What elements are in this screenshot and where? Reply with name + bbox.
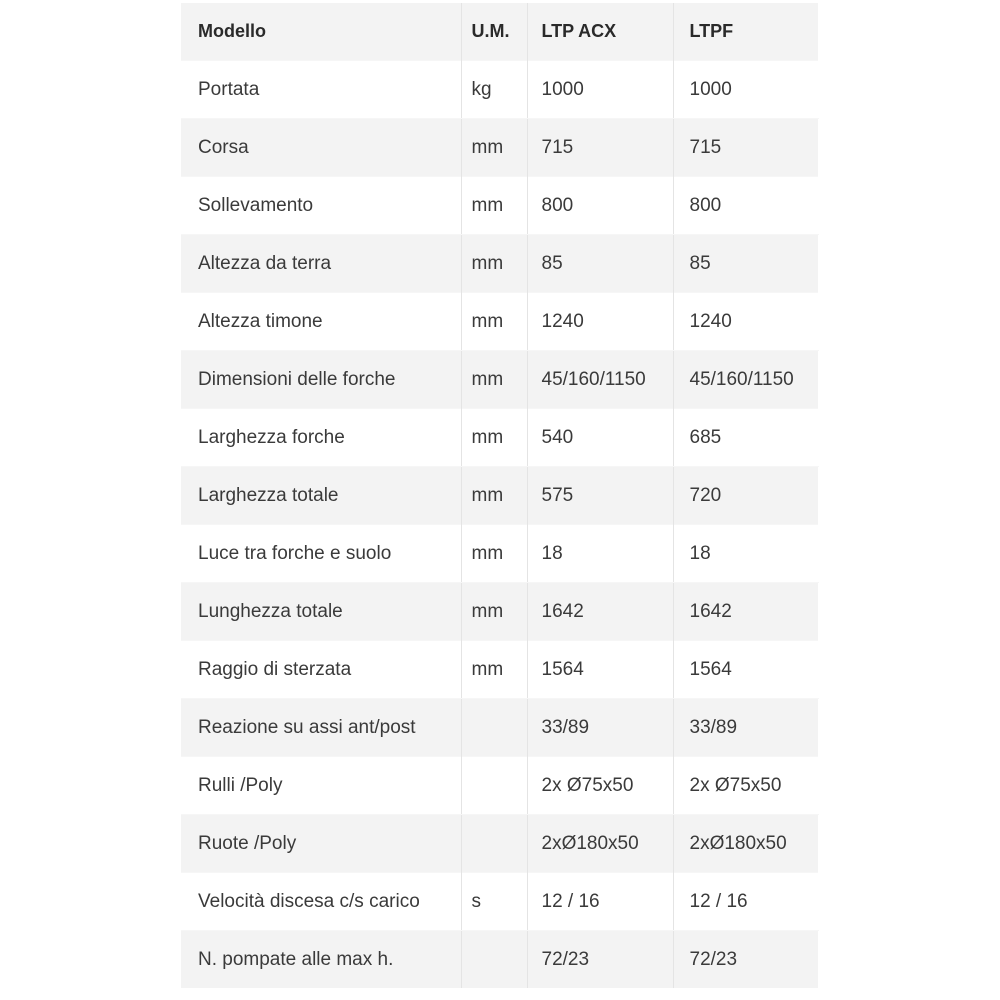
row-unit: mm	[461, 119, 527, 177]
row-ltp-acx-value: 1564	[527, 641, 673, 699]
row-label: Altezza timone	[181, 293, 461, 351]
row-label: Velocità discesa c/s carico	[181, 873, 461, 931]
row-ltpf-value: 720	[673, 467, 818, 525]
row-label: Dimensioni delle forche	[181, 351, 461, 409]
table-row	[181, 641, 818, 699]
table-row	[181, 525, 818, 583]
table-row	[181, 351, 818, 409]
row-ltpf-value: 800	[673, 177, 818, 235]
row-unit	[461, 815, 527, 873]
row-unit	[461, 699, 527, 757]
row-ltp-acx-value: 2xØ180x50	[527, 815, 673, 873]
header-ltp-acx: LTP ACX	[527, 3, 673, 61]
row-unit	[461, 757, 527, 815]
row-ltpf-value: 2xØ180x50	[673, 815, 818, 873]
row-ltpf-value: 18	[673, 525, 818, 583]
row-ltpf-value: 45/160/1150	[673, 351, 818, 409]
row-ltpf-value: 12 / 16	[673, 873, 818, 931]
row-label: Rulli /Poly	[181, 757, 461, 815]
row-ltp-acx-value: 45/160/1150	[527, 351, 673, 409]
row-ltp-acx-value: 12 / 16	[527, 873, 673, 931]
row-label: Larghezza totale	[181, 467, 461, 525]
row-ltp-acx-value: 33/89	[527, 699, 673, 757]
row-label: Reazione su assi ant/post	[181, 699, 461, 757]
table-row	[181, 409, 818, 467]
row-ltpf-value: 1564	[673, 641, 818, 699]
row-label: Lunghezza totale	[181, 583, 461, 641]
row-unit: mm	[461, 409, 527, 467]
row-unit: mm	[461, 351, 527, 409]
spec-table-container	[181, 3, 818, 988]
row-unit: s	[461, 873, 527, 931]
row-ltpf-value: 715	[673, 119, 818, 177]
header-ltpf: LTPF	[673, 3, 818, 61]
spec-table	[181, 3, 819, 988]
table-row	[181, 815, 818, 873]
table-body	[181, 61, 818, 989]
row-ltp-acx-value: 1000	[527, 61, 673, 119]
table-row	[181, 699, 818, 757]
row-label: Raggio di sterzata	[181, 641, 461, 699]
row-ltp-acx-value: 18	[527, 525, 673, 583]
row-ltpf-value: 685	[673, 409, 818, 467]
table-row	[181, 177, 818, 235]
row-label: Ruote /Poly	[181, 815, 461, 873]
row-ltpf-value: 1642	[673, 583, 818, 641]
row-ltp-acx-value: 715	[527, 119, 673, 177]
header-model: Modello	[181, 3, 461, 61]
header-unit: U.M.	[461, 3, 527, 61]
row-unit: mm	[461, 293, 527, 351]
row-unit: mm	[461, 177, 527, 235]
row-unit: kg	[461, 61, 527, 119]
table-row	[181, 583, 818, 641]
row-ltpf-value: 33/89	[673, 699, 818, 757]
row-unit: mm	[461, 641, 527, 699]
row-ltp-acx-value: 575	[527, 467, 673, 525]
table-row	[181, 293, 818, 351]
row-unit: mm	[461, 467, 527, 525]
row-unit: mm	[461, 525, 527, 583]
row-label: N. pompate alle max h.	[181, 931, 461, 989]
row-ltpf-value: 1240	[673, 293, 818, 351]
row-label: Corsa	[181, 119, 461, 177]
row-ltpf-value: 1000	[673, 61, 818, 119]
row-ltp-acx-value: 540	[527, 409, 673, 467]
row-label: Luce tra forche e suolo	[181, 525, 461, 583]
row-ltp-acx-value: 85	[527, 235, 673, 293]
table-header	[181, 3, 818, 61]
table-row	[181, 757, 818, 815]
table-row	[181, 235, 818, 293]
row-unit: mm	[461, 583, 527, 641]
row-ltp-acx-value: 1240	[527, 293, 673, 351]
row-ltpf-value: 2x Ø75x50	[673, 757, 818, 815]
table-row	[181, 119, 818, 177]
header-row	[181, 3, 818, 61]
row-ltp-acx-value: 2x Ø75x50	[527, 757, 673, 815]
row-label: Sollevamento	[181, 177, 461, 235]
row-ltp-acx-value: 72/23	[527, 931, 673, 989]
row-ltp-acx-value: 1642	[527, 583, 673, 641]
table-row	[181, 467, 818, 525]
table-row	[181, 931, 818, 989]
row-ltpf-value: 85	[673, 235, 818, 293]
row-unit	[461, 931, 527, 989]
table-row	[181, 873, 818, 931]
row-label: Portata	[181, 61, 461, 119]
row-ltp-acx-value: 800	[527, 177, 673, 235]
row-ltpf-value: 72/23	[673, 931, 818, 989]
row-unit: mm	[461, 235, 527, 293]
table-row	[181, 61, 818, 119]
row-label: Altezza da terra	[181, 235, 461, 293]
row-label: Larghezza forche	[181, 409, 461, 467]
